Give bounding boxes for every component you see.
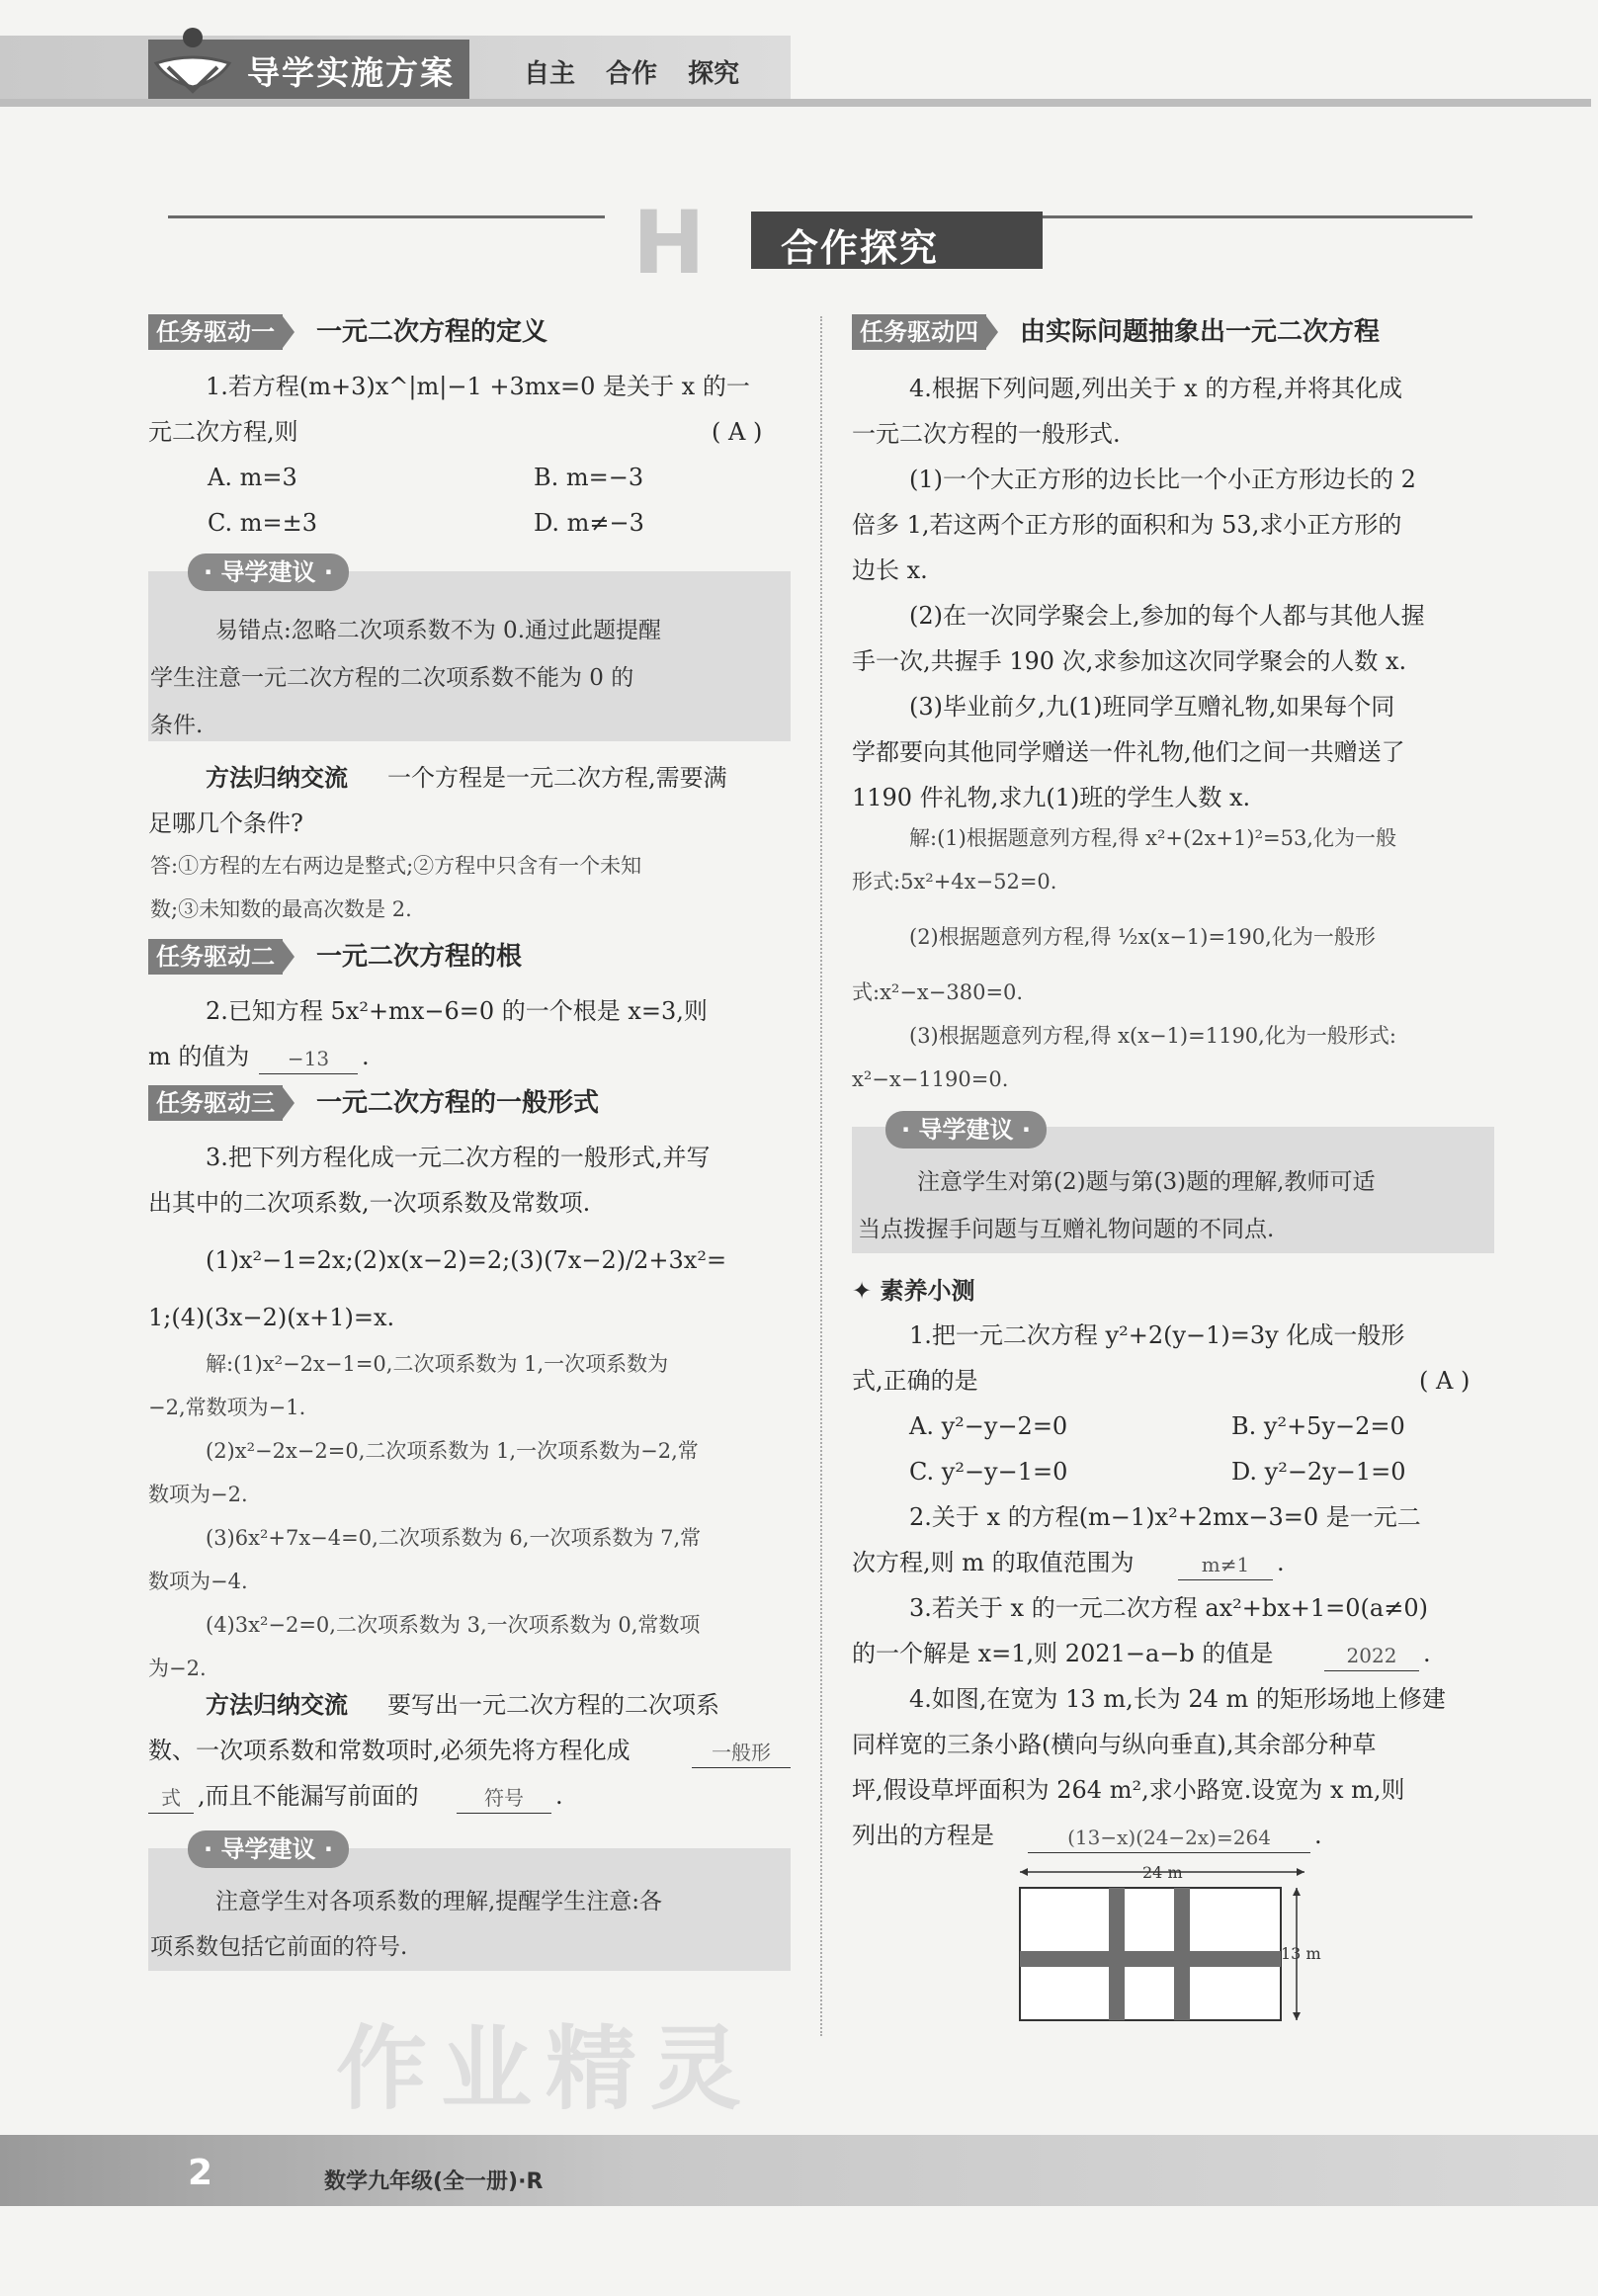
quiz-q2: 次方程,则 m 的取值范围为 <box>852 1549 1135 1576</box>
q1-line2: 元二次方程,则 <box>148 418 298 446</box>
q4-line: (2)在一次同学聚会上,参加的每个人都与其他人握 <box>909 602 1425 630</box>
method-head: 方法归纳交流 <box>206 1690 348 1719</box>
quiz-q4: 坪,假设草坪面积为 264 m²,求小路宽.设宽为 x m,则 <box>852 1776 1405 1804</box>
width-label: 24 m <box>1142 1863 1183 1882</box>
tip-text: 条件. <box>150 713 204 738</box>
quiz-label: 素养小测 <box>880 1277 975 1305</box>
tip-text: 注意学生对第(2)题与第(3)题的理解,教师可适 <box>917 1169 1376 1195</box>
method-answer-blank: 一般形 <box>692 1738 791 1768</box>
q3-line: 3.把下列方程化成一元二次方程的一般形式,并写 <box>206 1144 711 1171</box>
method-text: ,而且不能漏写前面的 <box>198 1782 419 1810</box>
star-icon: ✦ <box>852 1277 873 1305</box>
page-number: 2 <box>188 2153 213 2193</box>
q3-solution: 解:(1)x²−2x−1=0,二次项系数为 1,一次项系数为 <box>206 1352 669 1376</box>
q4-line: 4.根据下列问题,列出关于 x 的方程,并将其化成 <box>909 375 1402 402</box>
q3-line: (1)x²−1=2x;(2)x(x−2)=2;(3)(7x−2)/2+3x²= <box>206 1246 727 1274</box>
quiz-q2: 2.关于 x 的方程(m−1)x²+2mx−3=0 是一元二 <box>909 1503 1421 1531</box>
task-label: 任务驱动一 <box>148 314 283 350</box>
quiz-q2-answer-blank: m≠1 <box>1178 1550 1273 1580</box>
quiz-q4: 同样宽的三条小路(横向与纵向垂直),其余部分种草 <box>852 1731 1377 1758</box>
quiz-q3: 3.若关于 x 的一元二次方程 ax²+bx+1=0(a≠0) <box>909 1594 1428 1622</box>
method-answer: 答:①方程的左右两边是整式;②方程中只含有一个未知 <box>150 854 642 878</box>
q2-line2: m 的值为 <box>148 1043 250 1070</box>
q1-option-d: D. m≠−3 <box>534 509 644 537</box>
q3-line: 出其中的二次项系数,一次项系数及常数项. <box>148 1189 591 1217</box>
quiz-q3: 的一个解是 x=1,则 2021−a−b 的值是 <box>852 1640 1274 1667</box>
tip-text: 当点拨握手问题与互赠礼物问题的不同点. <box>858 1217 1275 1242</box>
column-divider <box>820 316 822 2036</box>
task-title: 一元二次方程的定义 <box>316 317 548 347</box>
quiz-q4-answer-blank: (13−x)(24−2x)=264 <box>1028 1823 1310 1853</box>
book-title: 数学九年级(全一册)·R <box>324 2169 544 2194</box>
q1-answer: ( A ) <box>712 418 763 446</box>
q1-option-a: A. m=3 <box>208 464 297 491</box>
header-rule <box>0 99 1591 107</box>
q2-answer-blank: −13 <box>259 1044 358 1074</box>
tip-text: 注意学生对各项系数的理解,提醒学生注意:各 <box>215 1889 663 1914</box>
method-text: 一个方程是一元二次方程,需要满 <box>387 764 727 792</box>
q4-solution: 解:(1)根据题意列方程,得 x²+(2x+1)²=53,化为一般 <box>909 826 1396 850</box>
quiz-q1-option-b: B. y²+5y−2=0 <box>1231 1412 1405 1440</box>
task-header-1 <box>148 314 547 350</box>
method-end: . <box>555 1782 563 1810</box>
q4-line: 1190 件礼物,求九(1)班的学生人数 x. <box>852 784 1251 811</box>
q2-end: . <box>362 1043 370 1070</box>
header-title: 导学实施方案 <box>247 53 455 92</box>
logo-icon <box>148 22 237 101</box>
method-text: 要写出一元二次方程的二次项系 <box>387 1691 719 1719</box>
task-title: 一元二次方程的一般形式 <box>316 1088 600 1118</box>
arrow-icon <box>283 941 294 973</box>
task-title: 由实际问题抽象出一元二次方程 <box>1020 317 1381 347</box>
q4-line: 学都要向其他同学赠送一件礼物,他们之间一共赠送了 <box>852 738 1405 766</box>
tip-text: 易错点:忽略二次项系数不为 0.通过此题提醒 <box>215 618 662 643</box>
method-head: 方法归纳交流 <box>206 763 348 792</box>
method-answer: 数;③未知数的最高次数是 2. <box>150 897 412 921</box>
arrow-icon <box>986 316 998 348</box>
method-text: 足哪几个条件? <box>148 809 303 837</box>
task-header-2 <box>148 939 522 975</box>
quiz-q1-option-a: A. y²−y−2=0 <box>909 1412 1068 1440</box>
task-header-4 <box>852 314 1380 350</box>
arrow-icon <box>283 1087 294 1119</box>
q1-option-b: B. m=−3 <box>534 464 644 491</box>
vertical-path <box>1174 1888 1190 2020</box>
horizontal-path <box>1020 1951 1281 1967</box>
q3-solution: −2,常数项为−1. <box>148 1396 306 1419</box>
q3-solution: 为−2. <box>148 1657 207 1680</box>
q4-line: (1)一个大正方形的边长比一个小正方形边长的 2 <box>909 466 1416 493</box>
quiz-q1-option-c: C. y²−y−1=0 <box>909 1458 1068 1486</box>
tip-label: · 导学建议 · <box>885 1111 1047 1148</box>
tip-label: · 导学建议 · <box>188 1830 349 1868</box>
quiz-q1: 1.把一元二次方程 y²+2(y−1)=3y 化成一般形 <box>909 1321 1405 1349</box>
q3-solution: 数项为−2. <box>148 1483 248 1506</box>
q3-solution: 数项为−4. <box>148 1570 248 1593</box>
q4-line: 手一次,共握手 190 次,求参加这次同学聚会的人数 x. <box>852 647 1407 675</box>
q3-solution: (3)6x²+7x−4=0,二次项系数为 6,一次项系数为 7,常 <box>206 1526 702 1550</box>
quiz-q4: 4.如图,在宽为 13 m,长为 24 m 的矩形场地上修建 <box>909 1685 1446 1713</box>
q2-line1: 2.已知方程 5x²+mx−6=0 的一个根是 x=3,则 <box>206 997 708 1025</box>
quiz-q3-end: . <box>1423 1640 1431 1667</box>
quiz-q1: 式,正确的是 <box>852 1367 978 1395</box>
quiz-q2-end: . <box>1277 1549 1285 1576</box>
quiz-q4-end: . <box>1314 1822 1322 1849</box>
q4-solution: (3)根据题意列方程,得 x(x−1)=1190,化为一般形式: <box>909 1024 1396 1048</box>
q1-line1: 1.若方程(m+3)x^|m|−1 +3mx=0 是关于 x 的一 <box>206 373 750 400</box>
q4-solution: 形式:5x²+4x−52=0. <box>852 870 1057 893</box>
q4-solution: (2)根据题意列方程,得 ½x(x−1)=190,化为一般形 <box>909 925 1376 949</box>
watermark: 作业精灵 <box>336 2016 756 2122</box>
task-label: 任务驱动三 <box>148 1085 283 1121</box>
tip-text: 项系数包括它前面的符号. <box>150 1934 408 1960</box>
q3-solution: (2)x²−2x−2=0,二次项系数为 1,一次项系数为−2,常 <box>206 1439 699 1463</box>
q4-solution: 式:x²−x−380=0. <box>852 980 1024 1004</box>
task-title: 一元二次方程的根 <box>316 942 523 972</box>
task-label: 任务驱动四 <box>852 314 986 350</box>
q4-line: 一元二次方程的一般形式. <box>852 420 1121 448</box>
tip-label: · 导学建议 · <box>188 553 349 591</box>
method-answer-blank: 符号 <box>457 1783 551 1814</box>
quiz-header <box>852 1271 974 1306</box>
q1-option-c: C. m=±3 <box>208 509 318 537</box>
header-tags: 自主 合作 探究 <box>524 59 740 89</box>
q4-line: 倍多 1,若这两个正方形的面积和为 53,求小正方形的 <box>852 511 1402 539</box>
vertical-path <box>1109 1888 1125 2020</box>
height-label: 13 m <box>1281 1944 1321 1963</box>
task-header-3 <box>148 1085 599 1121</box>
section-letter: H <box>632 192 706 294</box>
q3-solution: (4)3x²−2=0,二次项系数为 3,一次项系数为 0,常数项 <box>206 1613 701 1637</box>
q4-line: (3)毕业前夕,九(1)班同学互赠礼物,如果每个同 <box>909 693 1395 721</box>
q3-line: 1;(4)(3x−2)(x+1)=x. <box>148 1304 395 1331</box>
task-label: 任务驱动二 <box>148 939 283 975</box>
field-diagram <box>1008 1860 1344 2028</box>
method-text: 数、一次项系数和常数项时,必须先将方程化成 <box>148 1737 631 1764</box>
q4-solution: x²−x−1190=0. <box>852 1067 1009 1091</box>
footer-band <box>0 2135 1598 2206</box>
section-title: 合作探究 <box>781 226 940 270</box>
quiz-q3-answer-blank: 2022 <box>1324 1641 1419 1671</box>
arrow-icon <box>283 316 294 348</box>
quiz-q1-answer: ( A ) <box>1419 1367 1471 1395</box>
q4-line: 边长 x. <box>852 556 928 584</box>
quiz-q4: 列出的方程是 <box>852 1822 994 1849</box>
tip-text: 学生注意一元二次方程的二次项系数不能为 0 的 <box>150 665 634 691</box>
method-answer-blank: 式 <box>148 1783 194 1814</box>
quiz-q1-option-d: D. y²−2y−1=0 <box>1231 1458 1406 1486</box>
